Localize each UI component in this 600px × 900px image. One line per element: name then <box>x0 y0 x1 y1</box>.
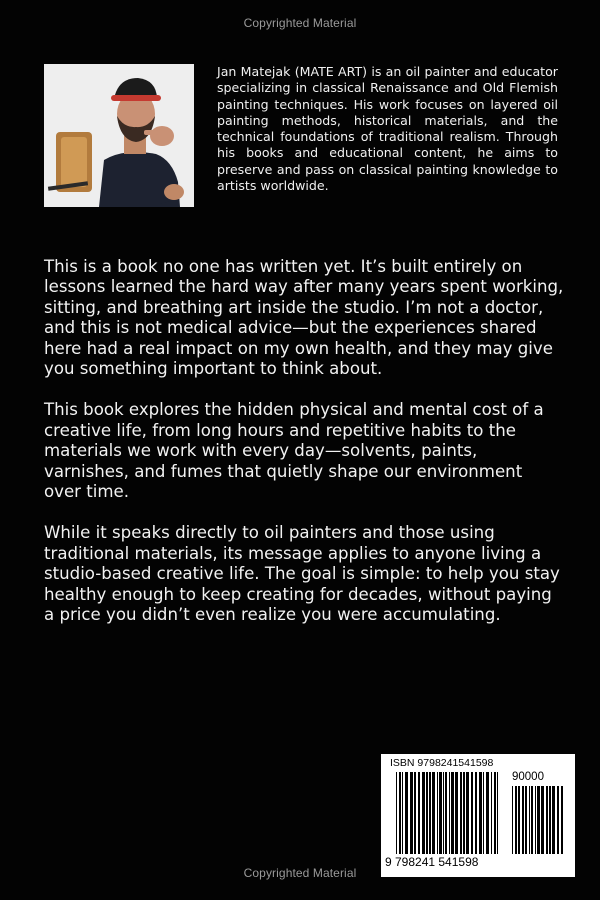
barcode-bar <box>537 786 540 854</box>
barcode-bar <box>552 786 555 854</box>
barcode-bar <box>557 786 559 854</box>
price-code: 90000 <box>512 771 544 783</box>
barcode-bar <box>429 772 431 854</box>
barcode-bar <box>549 786 551 854</box>
barcode-bar <box>426 772 428 854</box>
barcode-bar <box>410 772 413 854</box>
barcode-bar <box>471 772 473 854</box>
copyright-watermark-bottom: Copyrighted Material <box>243 866 357 880</box>
author-bio: Jan Matejak (MATE ART) is an oil painter and educator specializing in classical Renaissance and Old Flemish painting techniques. His work focuses on layered oil painting methods, historical materials, and the technical foundations of traditional realism. Through his books and educational content, he aims to preserve and pass on classical painting knowledge to artists worldwide. <box>217 64 558 194</box>
barcode-bar <box>466 772 469 854</box>
barcode-bar <box>439 772 442 854</box>
isbn-barcode-box <box>381 754 575 877</box>
barcode-bar <box>525 786 527 854</box>
barcode-bar <box>541 786 544 854</box>
barcode-bar <box>399 772 401 854</box>
barcode-bar <box>531 786 533 854</box>
barcode-bar <box>497 772 498 854</box>
author-portrait-illustration <box>44 64 194 207</box>
barcode-bar <box>437 772 438 854</box>
author-photo <box>44 64 194 207</box>
barcode-bar <box>432 772 435 854</box>
isbn-label: ISBN 9798241541598 <box>390 757 494 769</box>
description-paragraph: This book explores the hidden physical and mental cost of a creative life, from long hours and repetitive habits to the materials we work with every day—solvents, paints, varnishes, and fumes that quietly shape our environment over time. <box>44 400 544 502</box>
barcode-bar <box>529 786 530 854</box>
barcode-bar <box>475 772 477 854</box>
barcode-bar <box>561 786 563 854</box>
barcode-bar <box>396 772 397 854</box>
barcode-bar <box>460 772 462 854</box>
description-paragraph: This is a book no one has written yet. It’s built entirely on lessons learned the hard way after many years spent working, sitting, and breathing art inside the studio. I’m not a doctor, and this is not medical advice—but the experiences shared here had a real impact on my own health, and they may give you something important to think about. <box>44 257 564 379</box>
barcode-bar <box>414 772 416 854</box>
barcode-bar <box>515 786 517 854</box>
barcode-bar <box>449 772 450 854</box>
barcode-bar <box>546 786 548 854</box>
barcode-bar <box>422 772 425 854</box>
barcode-bar <box>445 772 447 854</box>
barcode-bar <box>418 772 420 854</box>
back-cover-description <box>44 257 564 647</box>
barcode-bar <box>491 772 492 854</box>
description-paragraph: While it speaks directly to oil painters and those using traditional materials, its message applies to anyone living a studio-based creative life. The goal is simple: to help you stay healthy enough to keep creating for decades, without paying a price you didn’t even realize you were accumulating. <box>44 523 560 625</box>
barcode-bar <box>463 772 465 854</box>
barcode-bar <box>494 772 496 854</box>
barcode-bar <box>479 772 482 854</box>
barcode-bar <box>512 786 513 854</box>
barcode-bar <box>455 772 458 854</box>
barcode-bar <box>486 772 489 854</box>
copyright-watermark-top: Copyrighted Material <box>243 16 357 30</box>
barcode-bar <box>402 772 403 854</box>
barcode-bar <box>535 786 536 854</box>
barcode-bar <box>451 772 454 854</box>
barcode-digits: 9 798241 541598 <box>385 855 479 869</box>
barcode-bar <box>518 786 520 854</box>
barcode-bar <box>522 786 524 854</box>
barcode-bar <box>483 772 484 854</box>
barcode-bar <box>405 772 408 854</box>
barcode-bar <box>443 772 444 854</box>
